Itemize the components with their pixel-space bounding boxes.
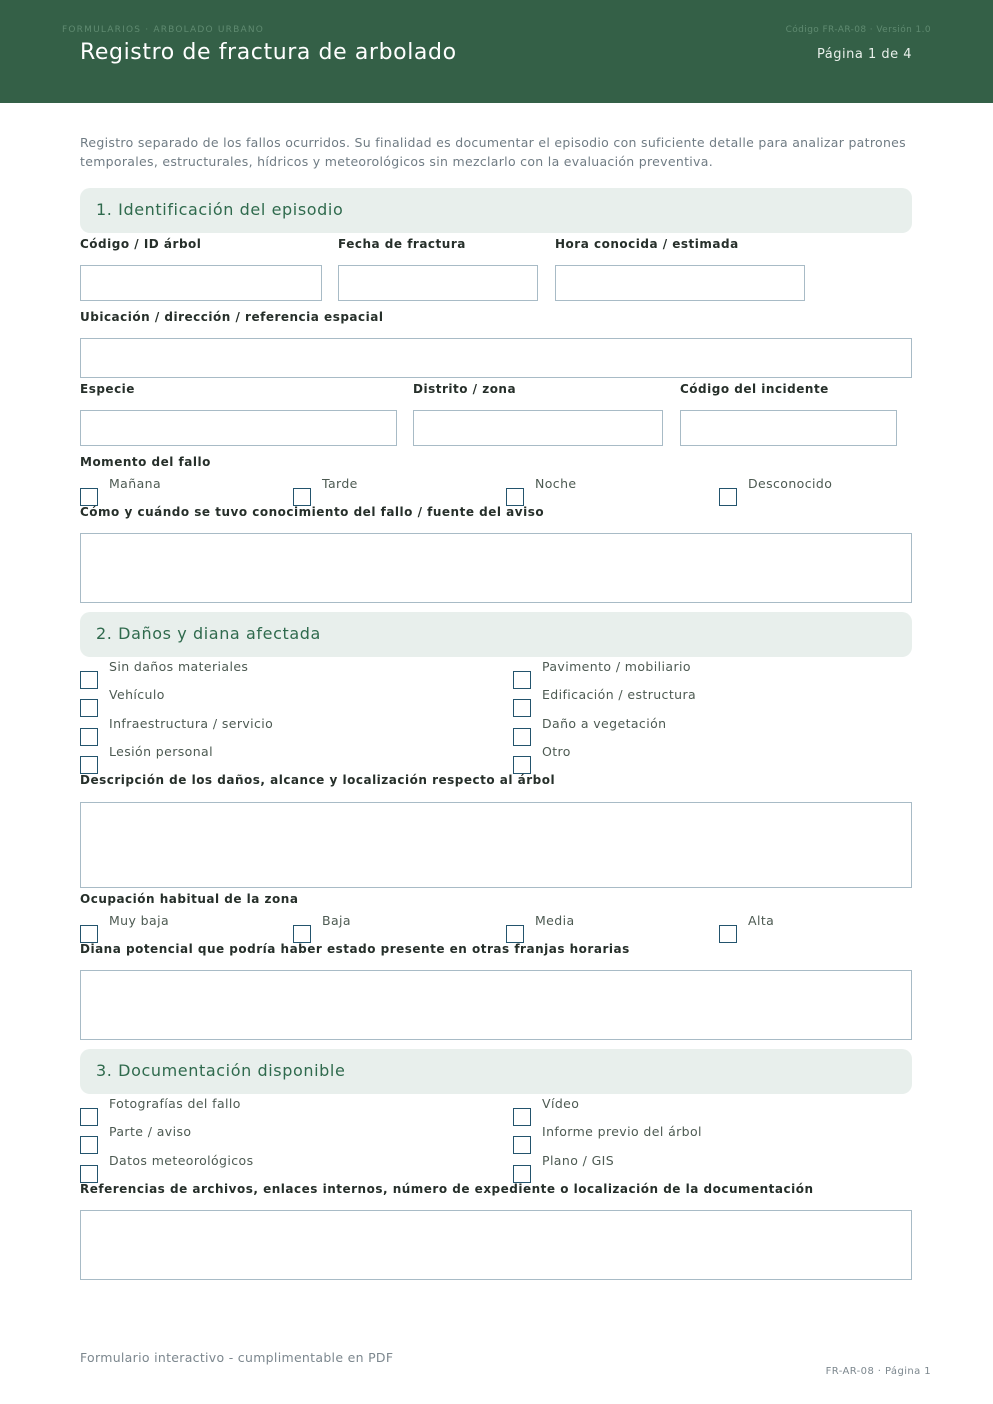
intro-text: Registro separado de los fallos ocurridos. Su finalidad es documentar el episodio con suficiente detalle para analizar patrones temporales, estructurales, hídricos y meteorológicos sin mezclarlo con la evaluación preventiva. — [80, 135, 906, 169]
option-label: Pavimento / mobiliario — [542, 659, 691, 674]
checkbox[interactable] — [80, 925, 98, 943]
option-label: Tarde — [322, 476, 358, 491]
references-field[interactable] — [80, 1210, 912, 1280]
option-label: Datos meteorológicos — [109, 1153, 254, 1168]
option-label: Mañana — [109, 476, 162, 491]
potential-target-field[interactable] — [80, 970, 912, 1040]
damage-description-label: Descripción de los daños, alcance y localización respecto al árbol — [80, 773, 556, 787]
option-label: Informe previo del árbol — [542, 1124, 702, 1139]
checkbox[interactable] — [293, 925, 311, 943]
checkbox[interactable] — [719, 488, 737, 506]
references-label: Referencias de archivos, enlaces internos, número de expediente o localización de la documentación — [80, 1182, 814, 1196]
footer-page: FR-AR-08 · Página 1 — [825, 1366, 931, 1377]
checkbox[interactable] — [80, 671, 98, 689]
checkbox[interactable] — [513, 699, 531, 717]
checkbox[interactable] — [513, 728, 531, 746]
header-kicker: FORMULARIOS · ARBOLADO URBANO — [62, 25, 265, 35]
option-label: Vídeo — [542, 1096, 580, 1111]
page-header — [0, 0, 993, 103]
checkbox[interactable] — [80, 699, 98, 717]
page-title: Registro de fractura de arbolado — [80, 40, 457, 65]
section-3-title: 3. Documentación disponible — [96, 1061, 346, 1080]
source-label: Cómo y cuándo se tuvo conocimiento del fallo / fuente del aviso — [80, 505, 545, 519]
page-number: Página 1 de 4 — [817, 47, 912, 62]
location-label: Ubicación / dirección / referencia espacial — [80, 310, 384, 324]
checkbox[interactable] — [80, 488, 98, 506]
source-field[interactable] — [80, 533, 912, 603]
section-2-header — [80, 612, 912, 657]
checkbox[interactable] — [513, 1165, 531, 1183]
checkbox[interactable] — [506, 488, 524, 506]
checkbox[interactable] — [513, 671, 531, 689]
fracture-date-label: Fecha de fractura — [338, 237, 466, 251]
checkbox[interactable] — [719, 925, 737, 943]
section-1-header — [80, 188, 912, 233]
option-label: Media — [535, 913, 575, 928]
checkbox[interactable] — [293, 488, 311, 506]
option-label: Vehículo — [109, 687, 165, 702]
fracture-date-field[interactable] — [338, 265, 538, 301]
incident-code-field[interactable] — [680, 410, 897, 446]
district-field[interactable] — [413, 410, 663, 446]
occupancy-label: Ocupación habitual de la zona — [80, 892, 299, 906]
checkbox[interactable] — [80, 1165, 98, 1183]
tree-code-field[interactable] — [80, 265, 322, 301]
checkbox[interactable] — [80, 1136, 98, 1154]
section-3-header — [80, 1049, 912, 1094]
option-label: Baja — [322, 913, 351, 928]
footer-note: Formulario interactivo - cumplimentable en PDF — [80, 1350, 394, 1365]
district-label: Distrito / zona — [413, 382, 517, 396]
section-1-title: 1. Identificación del episodio — [96, 200, 344, 219]
time-label: Hora conocida / estimada — [555, 237, 739, 251]
potential-target-label: Diana potencial que podría haber estado presente en otras franjas horarias — [80, 942, 630, 956]
checkbox[interactable] — [513, 1108, 531, 1126]
species-field[interactable] — [80, 410, 397, 446]
tree-code-label: Código / ID árbol — [80, 237, 202, 251]
checkbox[interactable] — [513, 756, 531, 774]
checkbox[interactable] — [80, 728, 98, 746]
option-label: Muy baja — [109, 913, 170, 928]
option-label: Parte / aviso — [109, 1124, 192, 1139]
damage-description-field[interactable] — [80, 802, 912, 888]
option-label: Alta — [748, 913, 775, 928]
option-label: Plano / GIS — [542, 1153, 615, 1168]
option-label: Otro — [542, 744, 571, 759]
form-code: Código FR-AR-08 · Versión 1.0 — [785, 25, 931, 35]
option-label: Daño a vegetación — [542, 716, 667, 731]
checkbox[interactable] — [513, 1136, 531, 1154]
species-label: Especie — [80, 382, 135, 396]
time-field[interactable] — [555, 265, 805, 301]
checkbox[interactable] — [506, 925, 524, 943]
checkbox[interactable] — [80, 756, 98, 774]
moment-label: Momento del fallo — [80, 455, 211, 469]
option-label: Lesión personal — [109, 744, 213, 759]
option-label: Edificación / estructura — [542, 687, 697, 702]
checkbox[interactable] — [80, 1108, 98, 1126]
option-label: Fotografías del fallo — [109, 1096, 241, 1111]
option-label: Desconocido — [748, 476, 833, 491]
option-label: Noche — [535, 476, 577, 491]
option-label: Sin daños materiales — [109, 659, 249, 674]
section-2-title: 2. Daños y diana afectada — [96, 624, 321, 643]
option-label: Infraestructura / servicio — [109, 716, 274, 731]
location-field[interactable] — [80, 338, 912, 378]
incident-code-label: Código del incidente — [680, 382, 829, 396]
